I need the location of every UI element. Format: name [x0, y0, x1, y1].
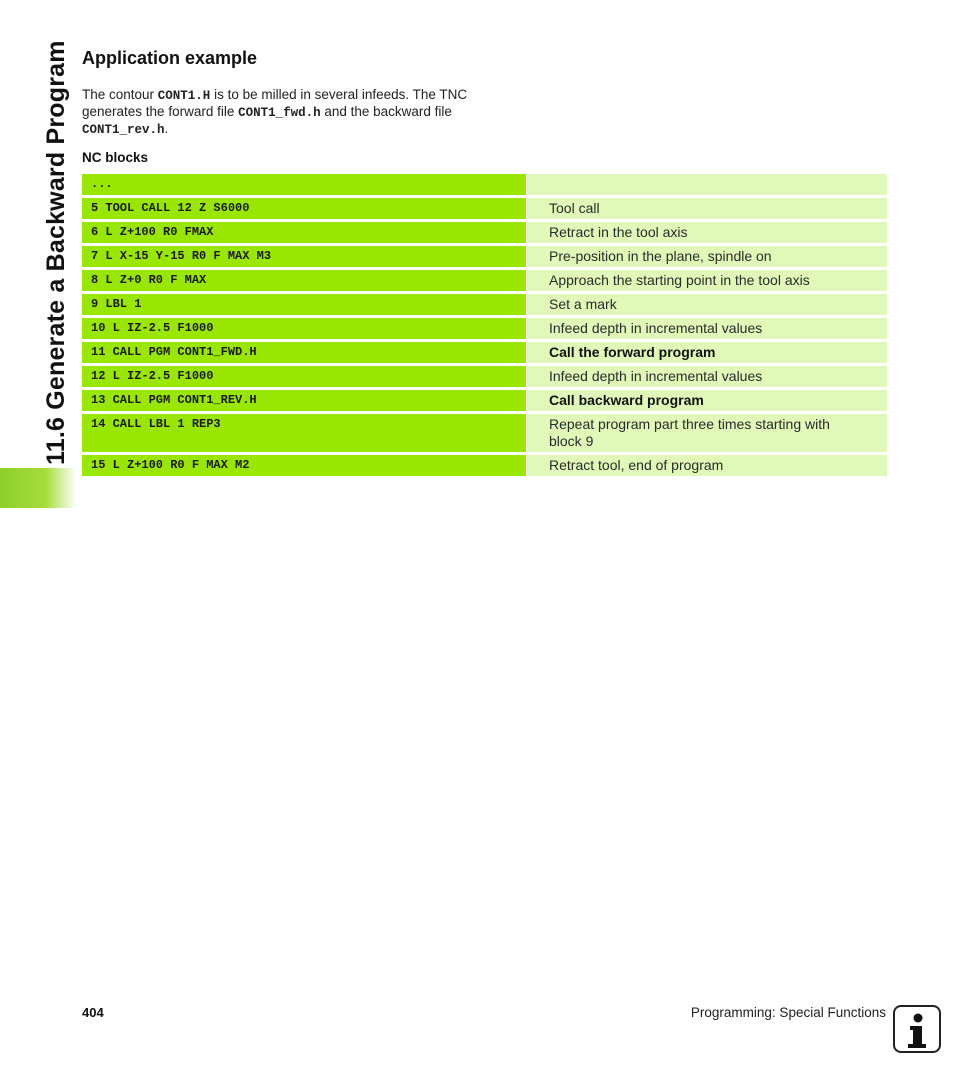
nc-code: 9 LBL 1	[82, 294, 526, 315]
nc-comment: Infeed depth in incremental values	[527, 366, 887, 387]
nc-code: 15 L Z+100 R0 F MAX M2	[82, 455, 526, 476]
nc-code: ...	[82, 174, 526, 195]
intro-text: .	[164, 121, 169, 136]
nc-comment	[527, 174, 887, 195]
table-row	[82, 455, 887, 476]
table-row	[82, 366, 887, 387]
nc-code: 7 L X-15 Y-15 R0 F MAX M3	[82, 246, 526, 267]
nc-code: 14 CALL LBL 1 REP3	[82, 414, 526, 452]
chapter-title: 11.6 Generate a Backward Program	[42, 40, 70, 465]
intro-paragraph	[82, 87, 502, 138]
nc-blocks-heading: NC blocks	[82, 150, 149, 165]
nc-code: 6 L Z+100 R0 FMAX	[82, 222, 526, 243]
nc-comment: Pre-position in the plane, spindle on	[527, 246, 887, 267]
file-name-forward: CONT1_fwd.h	[238, 106, 321, 120]
nc-comment: Retract tool, end of program	[527, 455, 887, 476]
page-number: 404	[82, 1005, 104, 1020]
nc-code: 10 L IZ-2.5 F1000	[82, 318, 526, 339]
nc-comment: Retract in the tool axis	[527, 222, 887, 243]
nc-comment: Repeat program part three times starting with block 9	[527, 414, 887, 452]
chapter-tab-marker	[0, 468, 76, 508]
nc-comment: Infeed depth in incremental values	[527, 318, 887, 339]
file-name-backward: CONT1_rev.h	[82, 123, 165, 137]
intro-text: The contour	[82, 87, 158, 102]
intro-text: and the backward file	[320, 104, 452, 119]
nc-comment: Set a mark	[527, 294, 887, 315]
nc-comment: Approach the starting point in the tool axis	[527, 270, 887, 291]
table-row	[82, 390, 887, 411]
nc-comment: Call the forward program	[527, 342, 887, 363]
table-row	[82, 174, 887, 195]
table-row	[82, 246, 887, 267]
info-glyph	[895, 1007, 939, 1051]
table-row	[82, 222, 887, 243]
nc-comment: Tool call	[527, 198, 887, 219]
table-row	[82, 270, 887, 291]
nc-comment: Call backward program	[527, 390, 887, 411]
nc-code: 11 CALL PGM CONT1_FWD.H	[82, 342, 526, 363]
nc-blocks-table	[82, 174, 887, 479]
table-row	[82, 342, 887, 363]
nc-code: 13 CALL PGM CONT1_REV.H	[82, 390, 526, 411]
nc-code: 12 L IZ-2.5 F1000	[82, 366, 526, 387]
nc-code: 5 TOOL CALL 12 Z S6000	[82, 198, 526, 219]
table-row	[82, 414, 887, 452]
table-row	[82, 318, 887, 339]
table-row	[82, 294, 887, 315]
chapter-side-tab	[0, 0, 76, 508]
section-heading: Application example	[82, 48, 258, 68]
table-row	[82, 198, 887, 219]
file-name-contour: CONT1.H	[157, 89, 211, 103]
info-icon	[893, 1005, 941, 1053]
nc-code: 8 L Z+0 R0 F MAX	[82, 270, 526, 291]
intro-text: is to be milled in several infeeds. The TNC generates the forward file	[82, 87, 468, 119]
footer-chapter: Programming: Special Functions	[690, 1005, 886, 1020]
